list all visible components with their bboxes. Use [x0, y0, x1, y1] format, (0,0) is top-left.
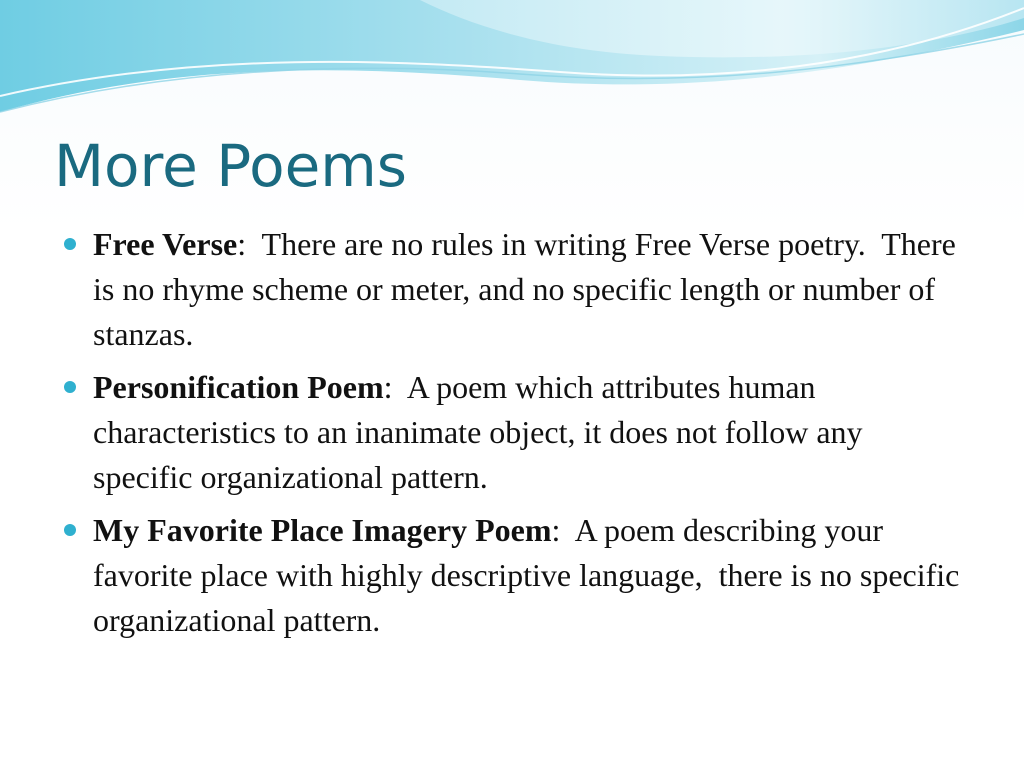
bullet-text: There are no rules in writing Free Verse poetry. There is no rhyme scheme or meter, and no specific length or number of stanzas.	[93, 226, 964, 352]
bullet-dot-icon	[64, 238, 76, 250]
bullet-item-personification-poem	[64, 365, 964, 500]
bullet-separator: :	[383, 369, 393, 405]
bullet-term: Personification Poem	[93, 369, 384, 405]
slide-title: More Poems	[54, 132, 408, 200]
header-wave-decoration	[0, 0, 1024, 120]
bullet-separator: :	[551, 512, 561, 548]
bullet-item-favorite-place-poem	[64, 508, 968, 643]
bullet-dot-icon	[64, 381, 76, 393]
bullet-dot-icon	[64, 524, 76, 536]
bullet-term: Free Verse	[93, 226, 238, 262]
bullet-item-free-verse	[64, 222, 964, 357]
bullet-text: A poem describing your favorite place with highly descriptive language, there is no specific organizational pattern.	[93, 512, 968, 638]
bullet-term: My Favorite Place Imagery Poem	[93, 512, 552, 548]
bullet-list	[64, 222, 968, 651]
bullet-text: A poem which attributes human characteristics to an inanimate object, it does not follow any specific organizational pattern.	[93, 369, 871, 495]
bullet-separator: :	[237, 226, 247, 262]
